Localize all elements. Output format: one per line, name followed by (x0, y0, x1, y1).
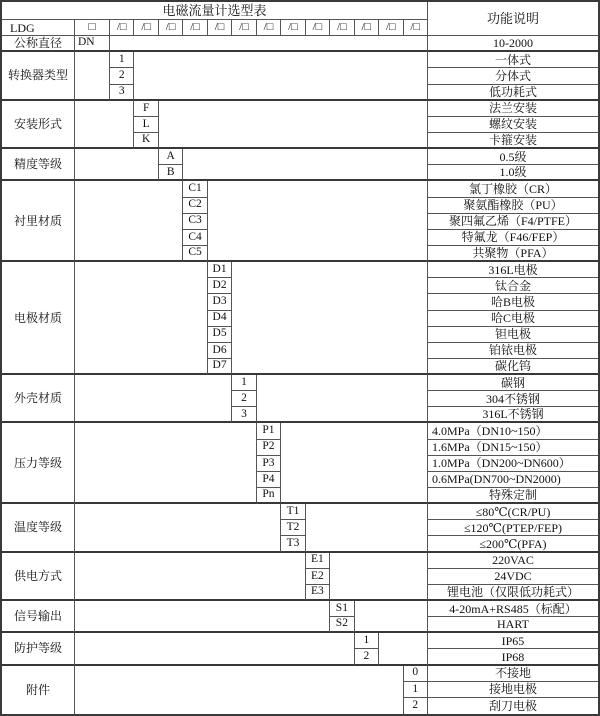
option-desc-temperature-rating-T1: ≤80℃(CR/PU) (428, 504, 598, 520)
category-right-space-electrode-material (232, 262, 428, 375)
selection-table-grid (2, 2, 598, 714)
category-right-space-power-supply (330, 553, 428, 601)
option-code-protection-rating-1: 1 (355, 633, 379, 649)
option-code-power-supply-E2: E2 (306, 569, 330, 585)
option-desc-installation-type-K: 卡箍安装 (428, 133, 598, 149)
model-prefix: LDG (2, 20, 75, 36)
option-code-pressure-rating-P2: P2 (257, 440, 281, 456)
category-label-lining-material: 衬里材质 (2, 181, 75, 262)
option-desc-lining-material-C5: 共聚物（PFA） (428, 246, 598, 262)
option-code-installation-type-F: F (134, 101, 158, 117)
option-code-installation-type-L: L (134, 117, 158, 133)
option-desc-pressure-rating-P3: 1.0MPa（DN200~DN600） (428, 456, 598, 472)
option-desc-accessories-1: 接地电极 (428, 682, 598, 698)
option-desc-lining-material-C2: 聚氨酯橡胶（PU） (428, 198, 598, 214)
category-right-space-pressure-rating (281, 423, 428, 504)
option-desc-power-supply-E3: 锂电池（仅限低功耗式） (428, 585, 598, 601)
option-code-temperature-rating-T2: T2 (281, 520, 305, 536)
function-column-header: 功能说明 (428, 2, 598, 36)
option-code-protection-rating-2: 2 (355, 649, 379, 665)
option-desc-electrode-material-D1: 316L电极 (428, 262, 598, 278)
category-left-space-pressure-rating (75, 423, 257, 504)
option-desc-installation-type-F: 法兰安装 (428, 101, 598, 117)
table-title: 电磁流量计选型表 (2, 2, 428, 20)
category-right-space-installation-type (159, 101, 428, 149)
option-desc-electrode-material-D2: 钛合金 (428, 278, 598, 294)
option-desc-electrode-material-D5: 钽电极 (428, 327, 598, 343)
option-desc-converter-type-3: 低功耗式 (428, 85, 598, 101)
model-box-blank: □ (75, 20, 110, 36)
option-desc-pressure-rating-P2: 1.6MPa（DN15~150） (428, 440, 598, 456)
category-left-space-accuracy-class (75, 149, 159, 181)
category-left-space-housing-material (75, 375, 232, 423)
category-right-space-nominal-diameter (110, 36, 428, 52)
category-label-temperature-rating: 温度等级 (2, 504, 75, 552)
option-code-converter-type-3: 3 (110, 85, 134, 101)
category-left-space-power-supply (75, 553, 306, 601)
option-code-lining-material-C2: C2 (183, 198, 207, 214)
option-desc-lining-material-C3: 聚四氟乙烯（F4/PTFE） (428, 214, 598, 230)
option-code-power-supply-E3: E3 (306, 585, 330, 601)
option-code-nominal-diameter-DN: DN (75, 36, 110, 52)
option-desc-electrode-material-D6: 铂铱电极 (428, 343, 598, 359)
option-code-lining-material-C4: C4 (183, 230, 207, 246)
option-desc-housing-material-3: 316L不锈钢 (428, 407, 598, 423)
category-right-space-protection-rating (379, 633, 428, 665)
category-label-converter-type: 转换器类型 (2, 52, 75, 100)
category-left-space-lining-material (75, 181, 183, 262)
category-label-power-supply: 供电方式 (2, 553, 75, 601)
option-desc-protection-rating-1: IP65 (428, 633, 598, 649)
option-desc-signal-output-S1: 4-20mA+RS485（标配） (428, 601, 598, 617)
model-box-slash-11: /□ (355, 20, 379, 36)
category-left-space-signal-output (75, 601, 330, 633)
option-code-electrode-material-D1: D1 (208, 262, 232, 278)
option-desc-electrode-material-D3: 哈B电极 (428, 294, 598, 310)
category-right-space-housing-material (257, 375, 428, 423)
category-right-space-accuracy-class (183, 149, 428, 181)
category-label-pressure-rating: 压力等级 (2, 423, 75, 504)
option-desc-power-supply-E1: 220VAC (428, 553, 598, 569)
model-box-slash-13: /□ (404, 20, 428, 36)
option-desc-accessories-2: 刮刀电极 (488, 698, 537, 713)
option-code-accessories-1: 1 (404, 682, 428, 698)
model-box-slash-4: /□ (183, 20, 207, 36)
option-desc-converter-type-1: 一体式 (428, 52, 598, 68)
option-code-lining-material-C1: C1 (183, 181, 207, 197)
option-code-converter-type-1: 1 (110, 52, 134, 68)
option-desc-nominal-diameter-DN: 10-2000 (428, 36, 598, 52)
option-desc-temperature-rating-T3: ≤200℃(PFA) (428, 536, 598, 552)
category-right-space-converter-type (134, 52, 428, 100)
model-box-slash-1: /□ (110, 20, 134, 36)
category-left-space-installation-type (75, 101, 134, 149)
option-desc-signal-output-S2: HART (428, 617, 598, 633)
category-left-space-temperature-rating (75, 504, 281, 552)
model-box-slash-3: /□ (159, 20, 183, 36)
option-code-accessories-2: 2 (404, 698, 428, 714)
model-box-slash-12: /□ (379, 20, 403, 36)
option-desc-accessories-0: 不接地 (428, 666, 598, 682)
option-desc-electrode-material-D7: 碳化钨 (428, 359, 598, 375)
category-label-nominal-diameter: 公称直径 (2, 36, 75, 52)
option-code-electrode-material-D6: D6 (208, 343, 232, 359)
category-left-space-protection-rating (75, 633, 355, 665)
option-desc-pressure-rating-P1: 4.0MPa（DN10~150） (428, 423, 598, 439)
option-code-housing-material-3: 3 (232, 407, 256, 423)
option-desc-pressure-rating-Pn: 特殊定制 (428, 488, 598, 504)
option-code-housing-material-1: 1 (232, 375, 256, 391)
option-code-accuracy-class-A: A (159, 149, 183, 165)
option-code-lining-material-C5: C5 (183, 246, 207, 262)
option-desc-accuracy-class-A: 0.5级 (428, 149, 598, 165)
option-desc-pressure-rating-P4: 0.6MPa(DN700~DN2000) (428, 472, 598, 488)
model-box-slash-9: /□ (306, 20, 330, 36)
option-code-electrode-material-D7: D7 (208, 359, 232, 375)
category-label-accessories: 附件 (2, 666, 75, 714)
option-code-pressure-rating-Pn: Pn (257, 488, 281, 504)
model-box-slash-6: /□ (232, 20, 256, 36)
option-code-power-supply-E1: E1 (306, 553, 330, 569)
option-code-accuracy-class-B: B (159, 165, 183, 181)
option-code-signal-output-S2: S2 (330, 617, 354, 633)
category-left-space-electrode-material (75, 262, 208, 375)
model-box-slash-7: /□ (257, 20, 281, 36)
option-code-converter-type-2: 2 (110, 68, 134, 84)
option-desc-protection-rating-2: IP68 (428, 649, 598, 665)
category-left-space-converter-type (75, 52, 110, 100)
category-label-accuracy-class: 精度等级 (2, 149, 75, 181)
option-code-signal-output-S1: S1 (330, 601, 354, 617)
option-code-pressure-rating-P4: P4 (257, 472, 281, 488)
category-right-space-signal-output (355, 601, 428, 633)
option-code-electrode-material-D3: D3 (208, 294, 232, 310)
option-desc-lining-material-C1: 氯丁橡胶（CR） (428, 181, 598, 197)
option-code-electrode-material-D2: D2 (208, 278, 232, 294)
option-desc-temperature-rating-T2: ≤120℃(PTEP/FEP) (428, 520, 598, 536)
model-box-slash-5: /□ (208, 20, 232, 36)
option-code-pressure-rating-P3: P3 (257, 456, 281, 472)
model-box-slash-10: /□ (330, 20, 354, 36)
option-desc-housing-material-2: 304不锈钢 (428, 391, 598, 407)
option-code-lining-material-C3: C3 (183, 214, 207, 230)
option-code-accessories-0: 0 (404, 666, 428, 682)
category-label-signal-output: 信号输出 (2, 601, 75, 633)
option-desc-installation-type-L: 螺纹安装 (428, 117, 598, 133)
option-code-housing-material-2: 2 (232, 391, 256, 407)
category-label-protection-rating: 防护等级 (2, 633, 75, 665)
option-code-electrode-material-D4: D4 (208, 311, 232, 327)
category-right-space-temperature-rating (306, 504, 428, 552)
category-right-space-lining-material (208, 181, 428, 262)
option-desc-accuracy-class-B: 1.0级 (428, 165, 598, 181)
option-desc-housing-material-1: 碳钢 (428, 375, 598, 391)
category-label-housing-material: 外壳材质 (2, 375, 75, 423)
option-desc-electrode-material-D4: 哈C电极 (428, 311, 598, 327)
option-desc-power-supply-E2: 24VDC (428, 569, 598, 585)
category-label-installation-type: 安装形式 (2, 101, 75, 149)
model-box-slash-2: /□ (134, 20, 158, 36)
option-code-temperature-rating-T3: T3 (281, 536, 305, 552)
option-desc-converter-type-2: 分体式 (428, 68, 598, 84)
category-label-electrode-material: 电极材质 (2, 262, 75, 375)
option-code-pressure-rating-P1: P1 (257, 423, 281, 439)
option-desc-lining-material-C4: 特氟龙（F46/FEP） (428, 230, 598, 246)
option-code-installation-type-K: K (134, 133, 158, 149)
option-code-electrode-material-D5: D5 (208, 327, 232, 343)
category-left-space-accessories (75, 666, 404, 714)
model-box-slash-8: /□ (281, 20, 305, 36)
option-code-temperature-rating-T1: T1 (281, 504, 305, 520)
